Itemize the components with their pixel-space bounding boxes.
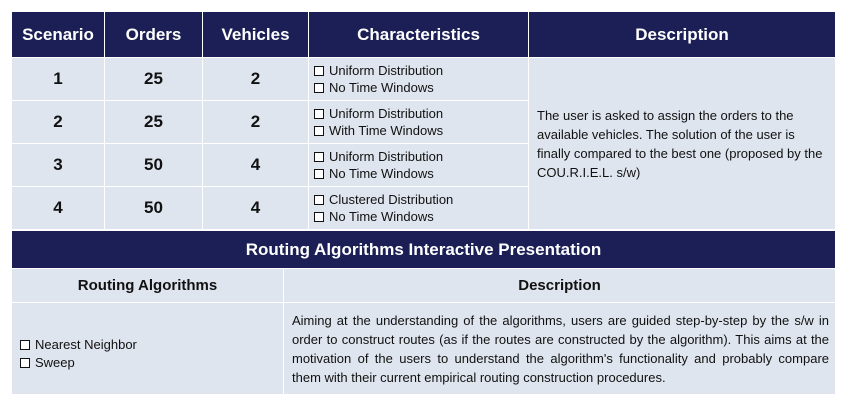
checkbox-icon (314, 195, 324, 205)
characteristic-label: Uniform Distribution (329, 62, 444, 78)
algorithms-title: Routing Algorithms Interactive Presentation (12, 231, 836, 269)
checkbox-icon (314, 83, 324, 93)
orders-cell: 50 (105, 187, 203, 230)
characteristic-label: Clustered Distribution (329, 191, 454, 207)
vehicles-cell: 2 (203, 101, 309, 144)
checkbox-icon (314, 126, 324, 136)
algorithms-row (12, 303, 836, 395)
characteristic-label: Uniform Distribution (329, 148, 444, 164)
orders-cell: 50 (105, 144, 203, 187)
checkbox-icon (20, 358, 30, 368)
header-scenario: Scenario (12, 12, 105, 58)
scenario-table (11, 11, 836, 230)
algorithm-description: Aiming at the understanding of the algorithms, users are guided step-by-step by the s/w in order to construct routes (as if the routes are constructed by the algorithm). This aims at the motivation of the users to understand the algorithm's functionality and probably compare them with their current empirical routing construction procedures. (284, 303, 836, 395)
characteristics-cell (309, 187, 529, 230)
characteristic-label: Uniform Distribution (329, 105, 444, 121)
orders-cell: 25 (105, 58, 203, 101)
checkbox-icon (314, 109, 324, 119)
checkbox-icon (314, 152, 324, 162)
characteristics-cell (309, 58, 529, 101)
header-algorithm-description: Description (284, 269, 836, 303)
checkbox-icon (314, 212, 324, 222)
algorithm-label: Nearest Neighbor (35, 336, 137, 352)
header-orders: Orders (105, 12, 203, 58)
scenario-table-header (12, 12, 836, 58)
characteristic-label: No Time Windows (329, 166, 434, 181)
algorithm-label: Sweep (35, 354, 75, 370)
algorithms-table (11, 230, 836, 395)
scenario-cell: 2 (12, 101, 105, 144)
slide-content (11, 11, 835, 395)
table-row (12, 58, 836, 101)
header-description: Description (529, 12, 836, 58)
header-routing-algorithms: Routing Algorithms (12, 269, 284, 303)
characteristics-cell (309, 101, 529, 144)
header-characteristics: Characteristics (309, 12, 529, 58)
algorithms-title-row (12, 231, 836, 269)
scenario-cell: 4 (12, 187, 105, 230)
characteristic-label: No Time Windows (329, 209, 434, 224)
algorithm-list (12, 303, 284, 395)
checkbox-icon (20, 340, 30, 350)
scenario-cell: 1 (12, 58, 105, 101)
scenario-description: The user is asked to assign the orders to the available vehicles. The solution of the user is finally compared to the best one (proposed by the COU.R.I.E.L. s/w) (529, 58, 836, 230)
characteristics-cell (309, 144, 529, 187)
checkbox-icon (314, 66, 324, 76)
scenario-cell: 3 (12, 144, 105, 187)
vehicles-cell: 4 (203, 144, 309, 187)
header-vehicles: Vehicles (203, 12, 309, 58)
orders-cell: 25 (105, 101, 203, 144)
characteristic-label: No Time Windows (329, 80, 434, 95)
vehicles-cell: 4 (203, 187, 309, 230)
algorithms-header-row (12, 269, 836, 303)
characteristic-label: With Time Windows (329, 123, 444, 138)
vehicles-cell: 2 (203, 58, 309, 101)
checkbox-icon (314, 169, 324, 179)
